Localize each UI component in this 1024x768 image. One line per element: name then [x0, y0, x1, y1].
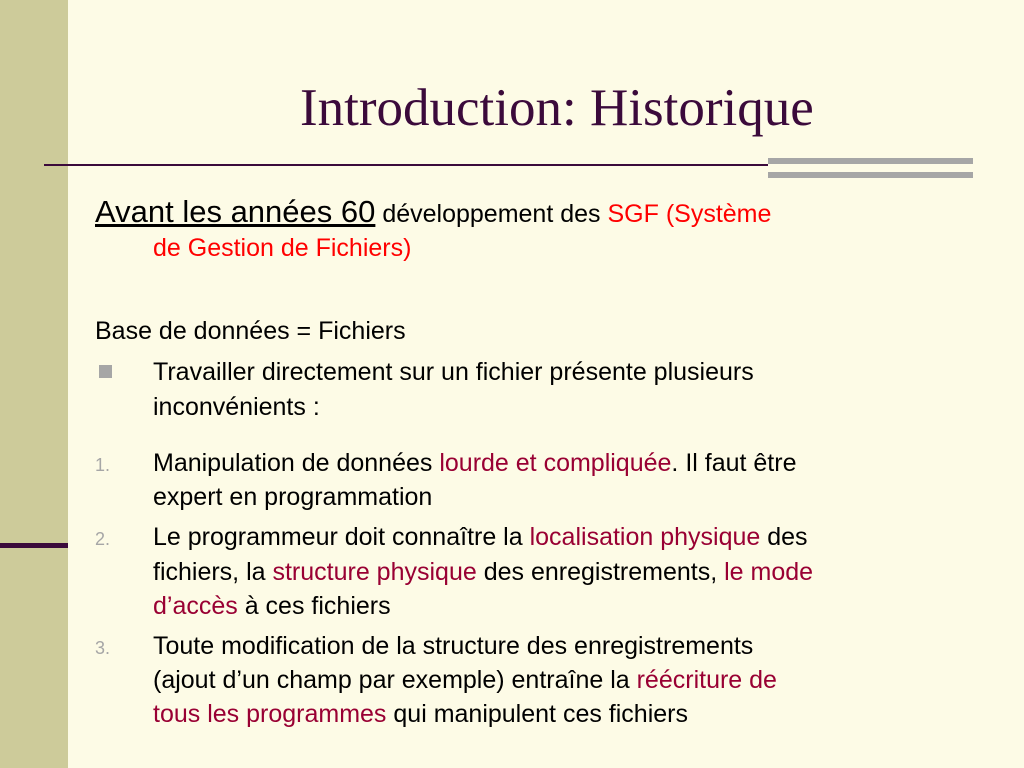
- item-2-text-e: des enregistrements,: [476, 558, 725, 586]
- item-number-1: 1.: [95, 455, 111, 475]
- item-3-highlight-a: réécriture de: [636, 666, 777, 694]
- intro-heading: Avant les années 60: [95, 194, 376, 229]
- title-divider: [44, 164, 768, 166]
- intro-text: développement des: [375, 200, 608, 228]
- item-number-3: 3.: [95, 638, 111, 658]
- slide-title: Introduction: Historique: [300, 79, 814, 137]
- bullet-line-2: inconvénients :: [153, 393, 320, 421]
- left-decorative-band: [0, 0, 68, 768]
- item-3-line-3: [153, 698, 688, 731]
- left-accent-bar: [0, 543, 68, 548]
- item-2-text-a: Le programmeur doit connaître la: [153, 523, 530, 551]
- item-1-highlight: lourde et compliquée: [439, 449, 672, 477]
- decorative-bar-top: [768, 158, 973, 164]
- intro-sgf-1: SGF (Système: [607, 200, 772, 228]
- intro-line-1: [95, 195, 771, 231]
- item-3-highlight-b: tous les programmes: [153, 700, 387, 728]
- item-2-highlight-mode: le mode: [724, 558, 814, 586]
- item-3-text-b: qui manipulent ces fichiers: [386, 700, 688, 728]
- subheading: Base de données = Fichiers: [95, 317, 406, 345]
- item-3-line-2: [153, 664, 777, 697]
- item-1-line-1: [153, 447, 796, 480]
- item-2-text-f: à ces fichiers: [237, 592, 391, 620]
- item-2-highlight-localisation: localisation physique: [529, 523, 761, 551]
- item-1-line-2: expert en programmation: [153, 483, 433, 511]
- item-2-text-c: des: [760, 523, 808, 551]
- item-1-text-c: . Il faut être: [671, 449, 797, 477]
- item-3-line-1: Toute modification de la structure des enregistrements: [153, 632, 754, 660]
- item-2-line-3: [153, 590, 391, 623]
- item-1-text-a: Manipulation de données: [153, 449, 440, 477]
- square-bullet-icon: [99, 365, 112, 378]
- item-2-highlight-structure: structure physique: [272, 558, 477, 586]
- item-3-text-a: (ajout d’un champ par exemple) entraîne la: [153, 666, 637, 694]
- item-2-text-d: fichiers, la: [153, 558, 273, 586]
- item-2-line-2: [153, 556, 813, 589]
- decorative-bar-bottom: [768, 172, 973, 178]
- item-number-2: 2.: [95, 529, 111, 549]
- item-2-line-1: [153, 521, 808, 554]
- item-2-highlight-acces: d’accès: [153, 592, 238, 620]
- bullet-line-1: Travailler directement sur un fichier présente plusieurs: [153, 358, 754, 386]
- intro-sgf-2: de Gestion de Fichiers): [153, 234, 412, 262]
